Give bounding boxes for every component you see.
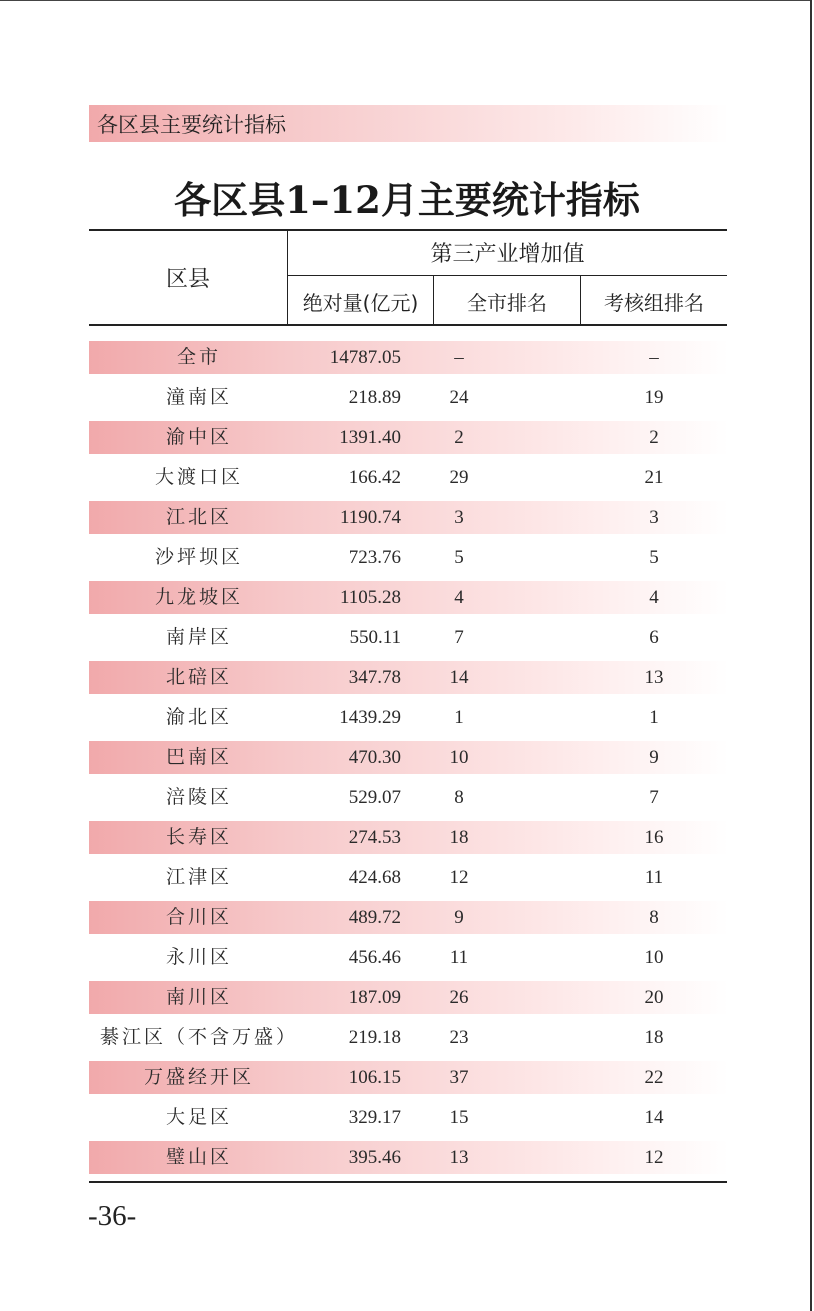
region-name: 江津区 <box>165 866 232 888</box>
absolute-value: 187.09 <box>348 987 401 1008</box>
city-rank: 26 <box>449 987 469 1008</box>
city-rank: 10 <box>449 747 469 768</box>
group-rank: 12 <box>644 1147 664 1168</box>
absolute-value: 456.46 <box>348 947 401 968</box>
region-name: 渝北区 <box>165 706 232 728</box>
group-rank: 7 <box>649 787 659 808</box>
region-name: 大足区 <box>165 1106 232 1128</box>
region-name: 永川区 <box>165 946 232 968</box>
city-rank: 37 <box>449 1067 469 1088</box>
region-name: 綦江区（不含万盛） <box>99 1026 298 1048</box>
table-row <box>89 501 729 534</box>
absolute-value: 329.17 <box>348 1107 401 1128</box>
absolute-value: 723.76 <box>348 547 401 568</box>
absolute-value: 529.07 <box>348 787 401 808</box>
page-number: -36- <box>88 1200 137 1232</box>
city-rank: 13 <box>449 1147 469 1168</box>
city-rank: 24 <box>449 387 469 408</box>
table-top-rule <box>89 229 727 231</box>
group-rank: 20 <box>644 987 664 1008</box>
group-rank: 14 <box>644 1107 664 1128</box>
city-rank: 1 <box>454 707 464 728</box>
table-row <box>89 861 729 894</box>
region-name: 南岸区 <box>165 626 232 648</box>
city-rank: 12 <box>449 867 469 888</box>
region-name: 沙坪坝区 <box>154 546 243 568</box>
region-name: 全市 <box>176 346 221 368</box>
group-rank: – <box>649 347 659 368</box>
header-col-absolute: 绝对量(亿元) <box>302 291 419 315</box>
absolute-value: 489.72 <box>348 907 401 928</box>
region-name: 北碚区 <box>165 666 232 688</box>
group-rank: 8 <box>649 907 659 928</box>
city-rank: 23 <box>449 1027 469 1048</box>
group-rank: 9 <box>649 747 659 768</box>
header-region: 区县 <box>165 267 210 292</box>
table-row <box>89 1101 729 1134</box>
table-row <box>89 341 729 374</box>
page-title: 各区县1–12月主要统计指标 <box>174 178 640 222</box>
region-name: 巴南区 <box>165 746 232 768</box>
city-rank: 5 <box>454 547 464 568</box>
header-group: 第三产业增加值 <box>430 242 585 267</box>
group-rank: 2 <box>649 427 659 448</box>
absolute-value: 106.15 <box>348 1067 401 1088</box>
city-rank: 7 <box>454 627 464 648</box>
group-rank: 1 <box>649 707 659 728</box>
absolute-value: 395.46 <box>348 1147 401 1168</box>
absolute-value: 470.30 <box>348 747 401 768</box>
table-row <box>89 381 729 414</box>
table-row <box>89 1061 729 1094</box>
header-col-city-rank: 全市排名 <box>467 291 547 315</box>
group-rank: 13 <box>644 667 664 688</box>
table-row <box>89 621 729 654</box>
city-rank: 3 <box>454 507 464 528</box>
group-rank: 11 <box>644 867 664 888</box>
table-row <box>89 981 729 1014</box>
city-rank: 2 <box>454 427 464 448</box>
city-rank: 14 <box>449 667 469 688</box>
table-row <box>89 701 729 734</box>
header-group-rule <box>288 275 727 276</box>
group-rank: 6 <box>649 627 659 648</box>
table-row <box>89 1021 729 1054</box>
city-rank: 29 <box>449 467 469 488</box>
group-rank: 16 <box>644 827 664 848</box>
region-name: 长寿区 <box>165 826 232 848</box>
region-name: 渝中区 <box>165 426 232 448</box>
absolute-value: 550.11 <box>349 627 401 648</box>
region-name: 涪陵区 <box>165 786 232 808</box>
table-row <box>89 821 729 854</box>
table-row <box>89 661 729 694</box>
city-rank: – <box>454 347 464 368</box>
absolute-value: 274.53 <box>348 827 401 848</box>
group-rank: 18 <box>644 1027 664 1048</box>
region-name: 江北区 <box>165 506 232 528</box>
page-border-top <box>0 0 812 1</box>
absolute-value: 424.68 <box>348 867 401 888</box>
table-row <box>89 541 729 574</box>
absolute-value: 14787.05 <box>329 347 401 368</box>
city-rank: 11 <box>449 947 469 968</box>
absolute-value: 1190.74 <box>339 507 401 528</box>
table-row <box>89 421 729 454</box>
group-rank: 21 <box>644 467 664 488</box>
region-name: 潼南区 <box>165 386 232 408</box>
region-name: 合川区 <box>165 906 232 928</box>
absolute-value: 1391.40 <box>339 427 401 448</box>
city-rank: 8 <box>454 787 464 808</box>
absolute-value: 166.42 <box>348 467 401 488</box>
header-col-group-rank: 考核组排名 <box>604 291 704 315</box>
group-rank: 19 <box>644 387 664 408</box>
city-rank: 18 <box>449 827 469 848</box>
group-rank: 10 <box>644 947 664 968</box>
table-row <box>89 741 729 774</box>
city-rank: 15 <box>449 1107 469 1128</box>
region-name: 九龙坡区 <box>154 586 243 608</box>
group-rank: 5 <box>649 547 659 568</box>
absolute-value: 1105.28 <box>339 587 401 608</box>
region-name: 大渡口区 <box>154 466 243 488</box>
header-bottom-rule <box>89 324 727 326</box>
group-rank: 4 <box>649 587 659 608</box>
absolute-value: 219.18 <box>348 1027 401 1048</box>
table-bottom-rule <box>89 1181 727 1183</box>
region-name: 南川区 <box>165 986 232 1008</box>
group-rank: 3 <box>649 507 659 528</box>
absolute-value: 218.89 <box>348 387 401 408</box>
table-row <box>89 941 729 974</box>
absolute-value: 347.78 <box>348 667 401 688</box>
region-name: 万盛经开区 <box>143 1066 254 1088</box>
city-rank: 9 <box>454 907 464 928</box>
absolute-value: 1439.29 <box>339 707 401 728</box>
table-row <box>89 461 729 494</box>
group-rank: 22 <box>644 1067 664 1088</box>
table-row <box>89 1141 729 1174</box>
region-name: 璧山区 <box>165 1146 232 1168</box>
city-rank: 4 <box>454 587 464 608</box>
table-row <box>89 901 729 934</box>
table-row <box>89 581 729 614</box>
section-label: 各区县主要统计指标 <box>97 113 286 137</box>
table-row <box>89 781 729 814</box>
